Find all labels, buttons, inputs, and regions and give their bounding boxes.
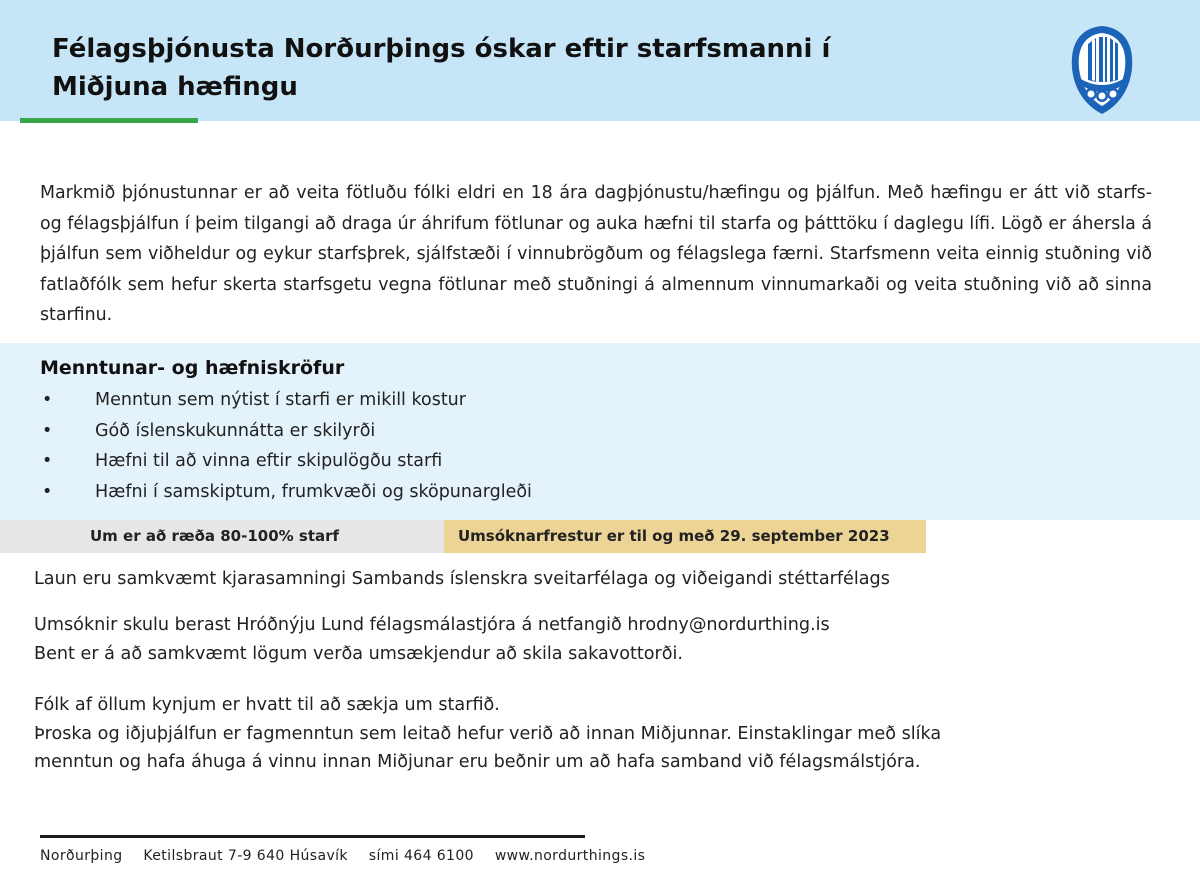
- list-item: [40, 477, 532, 508]
- viking-ship-crest-icon: [1066, 24, 1138, 116]
- application-text: Umsóknir skulu berast Hróðnýju Lund félagsmálastjóra á netfangið hrodny@nordurthing.is: [34, 615, 830, 635]
- footer-org: Norðurþing: [40, 848, 123, 864]
- accent-underline: [20, 118, 198, 123]
- salary-text: Laun eru samkvæmt kjarasamningi Sambands íslenskra sveitarfélaga og viðeigandi stéttarfélags: [34, 569, 890, 589]
- list-item: [40, 446, 532, 477]
- position-percentage-label: Um er að ræða 80-100% starf: [90, 527, 340, 545]
- requirement-text: Hæfni í samskiptum, frumkvæði og sköpunargleði: [95, 481, 532, 502]
- title-line-2: Miðjuna hæfingu: [52, 72, 298, 102]
- encouragement-text: Fólk af öllum kynjum er hvatt til að sækja um starfið.: [34, 695, 500, 715]
- requirements-list: [40, 385, 532, 507]
- page-title: [52, 30, 1012, 106]
- requirement-text: Góð íslenskukunnátta er skilyrði: [95, 420, 376, 441]
- bullet-icon: •: [42, 481, 53, 502]
- requirement-text: Menntun sem nýtist í starfi er mikill kostur: [95, 390, 466, 410]
- deadline-band: [444, 520, 926, 553]
- footer-website[interactable]: www.nordurthings.is: [494, 848, 646, 864]
- intro-paragraph: Markmið þjónustunnar er að veita fötluðu fólki eldri en 18 ára dagþjónustu/hæfingu og þjálfun. Með hæfingu er átt við starfs- og félagsþjálfun í þeim tilgangi að draga úr áhrifum fötlunar og auka hæfni til starfa og þátttöku í daglegu lífi. Lögð er áhersla á þjálfun sem viðheldur og eykur starfsþrek, sjálfstæði í vinnubrögðum og félagslega færni. Starfsmenn veita einnig stuðning við fatlaðfólk sem hefur skerta starfsgetu vegna fötlunar með stuðningi á almennum vinnumarkaði og veita stuðning við að sinna starfinu.: [40, 183, 1152, 325]
- criminal-record-text: Bent er á að samkvæmt lögum verða umsækjendur að skila sakavottorði.: [34, 644, 683, 664]
- deadline-label: Umsóknarfrestur er til og með 29. september 2023: [458, 527, 890, 545]
- requirements-heading: Menntunar- og hæfniskröfur: [40, 357, 345, 379]
- bullet-icon: •: [42, 420, 53, 441]
- bullet-icon: •: [42, 390, 53, 410]
- footer: [40, 846, 661, 866]
- footer-divider: [40, 835, 585, 838]
- title-line-1: Félagsþjónusta Norðurþings óskar eftir starfsmanni í: [52, 34, 831, 64]
- position-band: [0, 520, 444, 553]
- list-item: [40, 416, 532, 447]
- list-item: [40, 385, 532, 416]
- occupational-therapy-line-2: menntun og hafa áhuga á vinnu innan Miðjunar eru beðnir um að hafa samband við félagsmálstjóra.: [34, 752, 921, 772]
- footer-phone: sími 464 6100: [368, 848, 474, 864]
- bullet-icon: •: [42, 451, 53, 471]
- footer-address: Ketilsbraut 7-9 640 Húsavík: [143, 848, 348, 864]
- occupational-therapy-line-1: Þroska og iðjuþjálfun er fagmenntun sem leitað hefur verið að innan Miðjunnar. Einstaklingar með slíka: [34, 724, 942, 744]
- requirement-text: Hæfni til að vinna eftir skipulögðu starfi: [95, 451, 443, 471]
